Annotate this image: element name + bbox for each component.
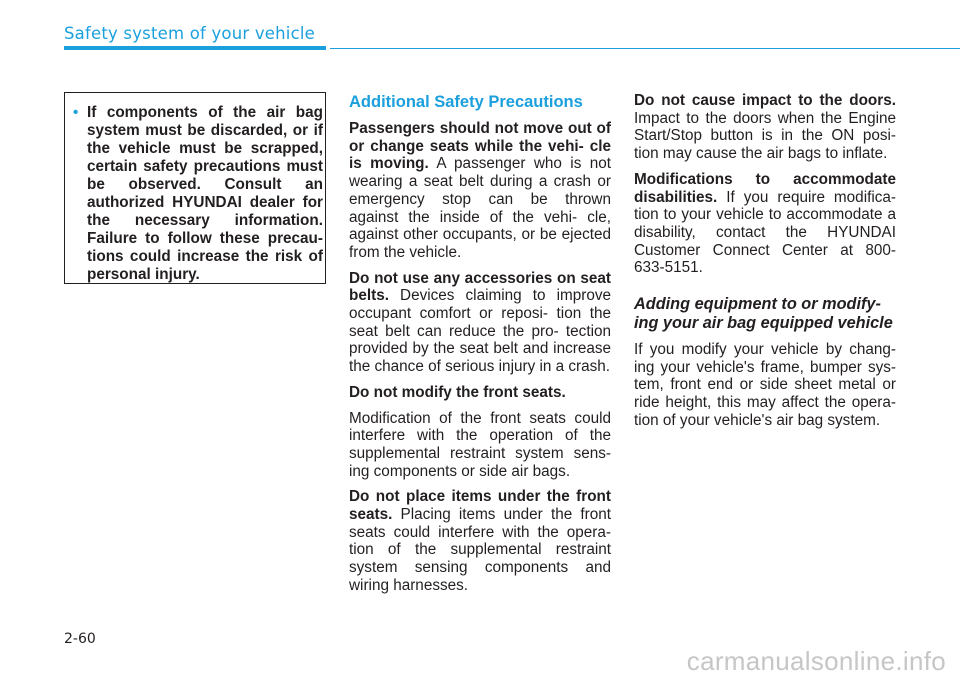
subheading: Adding equipment to or modify- ing your air bag equipped vehicle: [634, 295, 893, 333]
section-heading: Additional Safety Precautions: [349, 93, 583, 111]
paragraph-lead: Modifications to accommodate disabilities.: [634, 170, 896, 206]
paragraph-body: Impact to the doors when the Engine Start/Stop button is in the ON posi- tion may cause the air bags to inflate.: [634, 109, 896, 163]
paragraph-front-seats-heading: [349, 384, 611, 402]
section-title: Safety system of your vehicle: [64, 24, 315, 43]
warning-box: [64, 92, 326, 284]
column-right: [634, 92, 896, 438]
paragraph-doors: [634, 92, 896, 163]
paragraph-passengers: [349, 120, 611, 262]
paragraph-body: Modification of the front seats could interfere with the operation of the supplemental restraint system sens- ing components or side air bags.: [349, 409, 611, 480]
paragraph-lead: Do not use any accessories on seat belts.: [349, 269, 611, 305]
paragraph-lead: Do not cause impact to the doors.: [634, 92, 896, 109]
page-number: 2-60: [64, 631, 96, 647]
warning-text: If components of the air bag system must be discarded, or if the vehicle must be scrapped, certain safety precautions must be observed. Consult an authorized HYUNDAI dealer for the necessary information. Failure to follow these precau- tions could increase the risk of personal injury.: [87, 104, 323, 283]
paragraph-lead: Passengers should not move out of or change seats while the vehi- cle is moving.: [349, 120, 611, 173]
paragraph-body: If you require modifica- tion to your vehicle to accommodate a disability, contact the HYUNDAI Customer Connect Center at 800- 633-5151.: [634, 188, 896, 277]
paragraph-body: Devices claiming to improve occupant comfort or reposi- tion the seat belt can reduce the pro- tection provided by the seat belt and increase the chance of serious injury in a crash.: [349, 287, 611, 376]
paragraph-lead: Do not modify the front seats.: [349, 383, 566, 401]
bullet-icon: •: [73, 104, 79, 121]
paragraph-accessories: [349, 270, 611, 376]
header-rule-thin: [330, 48, 960, 49]
paragraph-disabilities: [634, 171, 896, 277]
warning-item: [73, 104, 323, 284]
paragraph-front-seats-body: [349, 410, 611, 481]
paragraph-items-under-seats: [349, 488, 611, 594]
paragraph-body: A passenger who is not wearing a seat belt during a crash or emergency stop can be thrown against the inside of the vehi- cle, against other occupants, or be ejected from the vehicle.: [349, 155, 611, 261]
column-middle: [349, 92, 611, 603]
paragraph-modify-vehicle: If you modify your vehicle by chang- ing your vehicle's frame, bumper sys- tem, front end or side sheet metal or ride height, this may affect the opera- tion of your vehicle's air bag system.: [634, 341, 896, 429]
paragraph-lead: Do not place items under the front seats.: [349, 488, 611, 524]
watermark: carmanualsonline.info: [686, 646, 946, 676]
paragraph-body: Placing items under the front seats could interfere with the opera- tion of the supplemental restraint system sensing components and wiring harnesses.: [349, 506, 611, 594]
header-rule-thick: [64, 46, 326, 50]
